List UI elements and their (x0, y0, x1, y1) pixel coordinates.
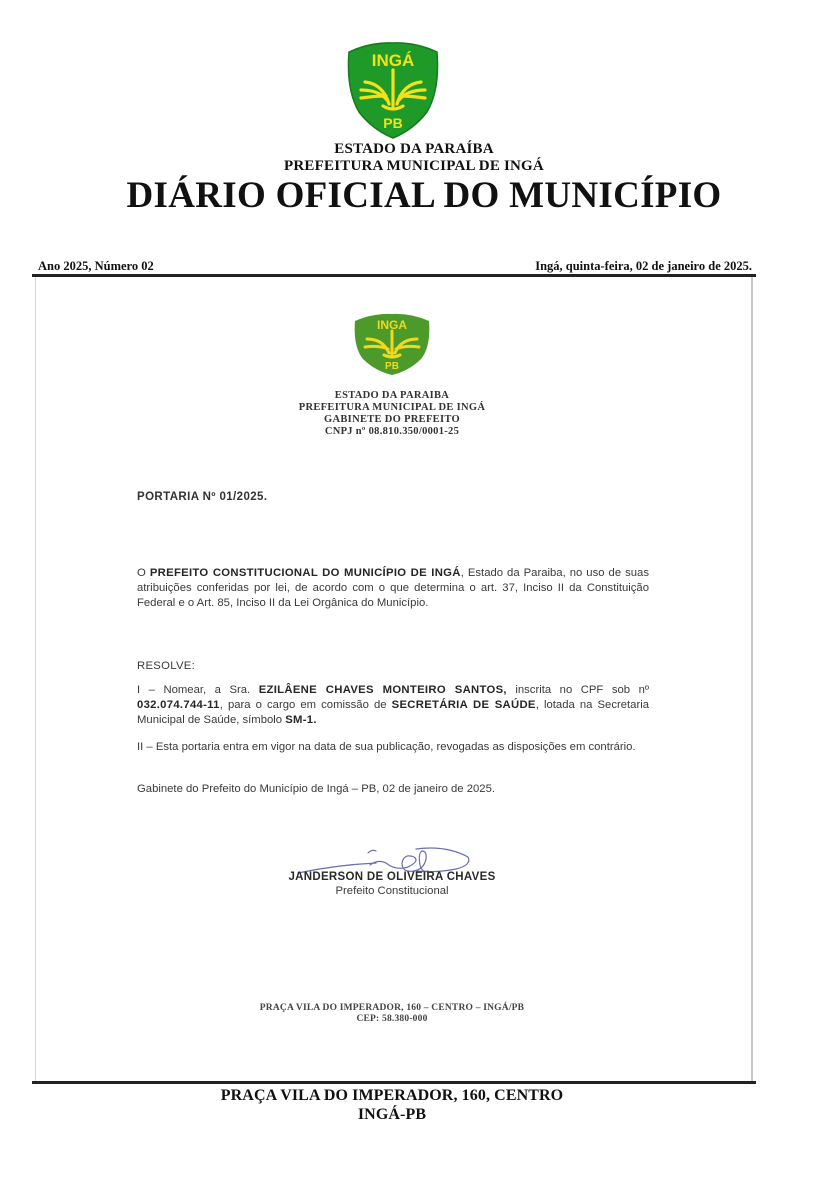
footer-rule (32, 1081, 756, 1084)
signatory-name: JANDERSON DE OLIVEIRA CHAVES (288, 871, 496, 883)
intro-prefix: O (137, 567, 150, 579)
article-ii: II – Esta portaria entra em vigor na data de sua publicação, revogadas as disposições em contrário. (137, 741, 636, 753)
footer-city: INGÁ-PB (357, 1106, 427, 1123)
doc-header-state: ESTADO DA PARAIBA (334, 390, 450, 401)
masthead-title: DIÁRIO OFICIAL DO MUNICÍPIO (126, 175, 722, 216)
portaria-title: PORTARIA Nº 01/2025. (137, 491, 268, 503)
appointee-name: EZILÂENE CHAVES MONTEIRO SANTOS, (258, 684, 507, 696)
logo-top-text: INGÁ (371, 51, 415, 70)
masthead-prefeitura: PREFEITURA MUNICIPAL DE INGÁ (284, 158, 544, 174)
logo-bottom-text: PB (383, 115, 403, 131)
doc-footer-address: PRAÇA VILA DO IMPERADOR, 160 – CENTRO – INGÁ/PB (259, 1003, 525, 1013)
article-i-text-2: inscrita no CPF sob nº (506, 684, 649, 696)
intro-paragraph (137, 566, 649, 612)
closing-line: Gabinete do Prefeito do Município de Ingá – PB, 02 de janeiro de 2025. (137, 783, 495, 795)
signatory-role: Prefeito Constitucional (335, 885, 449, 897)
intro-rest: , Estado da Paraiba, no uso de suas atribuições conferidas por lei, de acordo com o que determina o art. 37, Inciso II da Constituição Federal e o Art. 85, Inciso II da Lei Orgânica do Município. (137, 567, 649, 610)
resolve-label: RESOLVE: (137, 660, 196, 672)
inga-coat-of-arms-icon (343, 40, 443, 140)
article-i-text-1: I – Nomear, a Sra. (137, 684, 259, 696)
inner-logo-bottom-text: PB (385, 361, 399, 372)
doc-footer-cep: CEP: 58.380-000 (356, 1014, 428, 1024)
position-title: SECRETÁRIA DE SAÚDE (391, 699, 536, 712)
inner-logo-top-text: INGA (377, 318, 407, 332)
article-i-text-3: , para o cargo em comissão de (219, 699, 392, 712)
footer-address: PRAÇA VILA DO IMPERADOR, 160, CENTRO (220, 1087, 564, 1104)
article-i (137, 683, 649, 729)
inner-coat-of-arms-icon (351, 311, 433, 377)
doc-header-cnpj: CNPJ nº 08.810.350/0001-25 (324, 426, 460, 437)
issue-date: Ingá, quinta-feira, 02 de janeiro de 2025. (535, 259, 752, 273)
article-i-text-4: , lotada na Secretaria Municipal de Saúde, símbolo (137, 699, 650, 727)
position-symbol: SM-1. (285, 714, 317, 727)
doc-header-gabinete: GABINETE DO PREFEITO (324, 414, 460, 425)
intro-bold: PREFEITO CONSTITUCIONAL DO MUNICÍPIO DE INGÁ (149, 567, 461, 579)
doc-header-prefeitura: PREFEITURA MUNICIPAL DE INGÁ (298, 402, 486, 413)
appointee-cpf: 032.074.744-11 (137, 699, 220, 712)
masthead-state: ESTADO DA PARAÍBA (334, 141, 494, 157)
header-rule (32, 274, 756, 277)
issue-number: Ano 2025, Número 02 (38, 259, 154, 273)
